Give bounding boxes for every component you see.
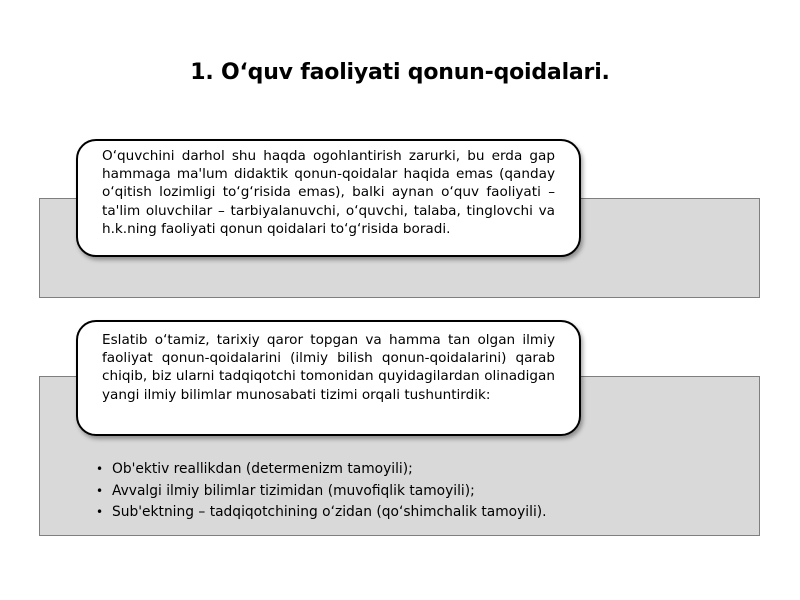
callout-intro-text: O‘quvchini darhol shu haqda ogohlantirish zarurki, bu erda gap hammaga ma'lum didaktik qonun-qoidalar haqida emas (qanday o‘qitish lozimligi to‘g‘risida emas), balki aynan o‘quv faoliyati – ta'lim oluvchilar – tarbiyalanuvchi, o‘quvchi, talaba, tinglovchi va h.k.ning faoliyati qonun qoidalari to‘g‘risida boradi. [102,148,555,237]
list-item [94,459,734,481]
bullet-icon: • [96,462,104,476]
callout-box-intro [76,139,581,257]
list-item-text: Ob'ektiv reallikdan (determenizm tamoyili); [112,461,413,477]
list-item-text: Avvalgi ilmiy bilimlar tizimidan (muvofiqlik tamoyili); [112,482,475,499]
callout-box-reminder [76,320,581,436]
slide-title: 1. O‘quv faoliyati qonun-qoidalari. [190,60,610,85]
principles-list [94,459,734,524]
bullet-icon: • [96,483,104,498]
bullet-icon: • [96,505,104,519]
list-item [94,481,734,503]
list-item-text: Sub'ektning – tadqiqotchining o‘zidan (qo‘shimchalik tamoyili). [112,504,547,520]
callout-reminder-text: Eslatib o‘tamiz, tarixiy qaror topgan va hamma tan olgan ilmiy faoliyat qonun-qoidalarini (ilmiy bilish qonun-qoidalarini) qarab chiqib, biz ularni tadqiqotchi tomonidan quyidagilardan olinadigan yangi ilmiy bilimlar munosabati tizimi orqali tushuntirdik: [102,332,555,403]
list-item [94,502,734,524]
